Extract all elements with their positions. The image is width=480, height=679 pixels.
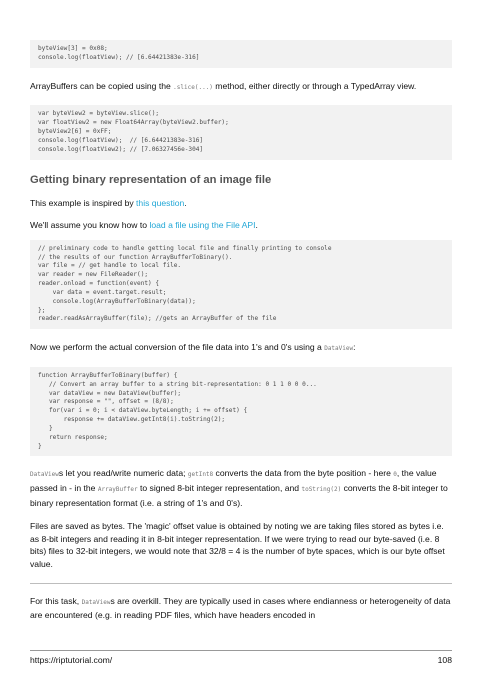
code-line: // the results of our function ArrayBufferToBinary(). xyxy=(38,253,233,261)
page-footer xyxy=(30,655,452,665)
code-line: for(var i = 0; i < dataView.byteLength; i += offset) { xyxy=(38,407,248,415)
paragraph-copy: ArrayBuffers can be copied using the .slice(...) method, either directly or through a TypedArray view. xyxy=(30,80,417,91)
code-line: byteView2[6] = 0xFF; xyxy=(38,127,112,135)
code-line: var file = // get handle to local file. xyxy=(38,262,182,270)
code-line: } xyxy=(38,424,53,432)
code-line: }; xyxy=(38,306,46,314)
code-line: var floatView2 = new Float64Array(byteView2.buffer); xyxy=(38,119,229,127)
link-this-question[interactable]: this question xyxy=(136,197,185,208)
code-line: return response; xyxy=(38,433,108,441)
page-content xyxy=(30,32,452,622)
page-number: 108 xyxy=(437,655,452,665)
divider xyxy=(30,583,452,584)
inline-code: DataView xyxy=(81,598,111,606)
link-file-api[interactable]: load a file using the File API xyxy=(149,220,256,231)
code-block-2 xyxy=(30,105,452,159)
inline-code: ArrayBuffer xyxy=(97,486,138,494)
inline-code: .slice(...) xyxy=(173,83,213,91)
code-line: var byteView2 = byteView.slice(); xyxy=(38,110,160,118)
paragraph-assume: We'll assume you know how to load a file using the File API. xyxy=(30,220,258,231)
inline-code: toString(2) xyxy=(301,486,342,494)
code-line: // preliminary code to handle getting local file and finally printing to console xyxy=(38,244,332,252)
code-block-1 xyxy=(30,40,452,68)
code-line: var dataView = new DataView(buffer); xyxy=(38,389,182,397)
section-heading: Getting binary representation of an image file xyxy=(30,173,272,186)
code-line: byteView[3] = 0x08; xyxy=(38,45,108,52)
code-line: console.log(floatView2); // [7.06327456e-304] xyxy=(38,145,204,153)
inline-code: 0 xyxy=(393,471,397,479)
paragraph-conversion: Now we perform the actual conversion of the file data into 1's and 0's using a DataView: xyxy=(30,342,356,353)
code-line: console.log(floatView); // [6.64421383e-316] xyxy=(38,53,200,61)
code-block-4 xyxy=(30,367,452,457)
inline-code: getInt8 xyxy=(187,471,214,479)
footer-url: https://riptutorial.com/ xyxy=(30,655,113,665)
footer-rule xyxy=(30,650,452,651)
paragraph-files-bytes: Files are saved as bytes. The 'magic' offset value is obtained by noting we are taking files stored as bytes i.e. as 8-bit integers and reading it in 8-bit integer representation. If we were trying to read our byte-saved (i.e. 8 bits) files to 32-bit integers, we would note that 32/8 = 4 is the number of byte spaces, which is our byte offset value. xyxy=(30,521,445,570)
code-line: console.log(floatView); // [6.64421383e-316] xyxy=(38,136,204,144)
paragraph-inspired: This example is inspired by this question. xyxy=(30,197,187,208)
code-line: console.log(ArrayBufferToBinary(data)); xyxy=(38,297,196,305)
code-line: // Convert an array buffer to a string bit-representation: 0 1 1 0 0 0... xyxy=(38,380,317,388)
code-line: reader.onload = function(event) { xyxy=(38,280,160,288)
paragraph-overkill: For this task, DataViews are overkill. They are typically used in cases where endianness or heterogeneity of data are encountered (e.g. in reading PDF files, which have headers encoded in xyxy=(30,595,451,621)
code-line: } xyxy=(38,442,42,450)
code-block-3 xyxy=(30,240,452,330)
code-line: var reader = new FileReader(); xyxy=(38,271,149,279)
inline-code: DataView xyxy=(324,345,354,353)
code-line: function ArrayBufferToBinary(buffer) { xyxy=(38,371,178,379)
paragraph-dataview: DataViews let you read/write numeric data; getInt8 converts the data from the byte position - here 0, the value passed in - in the ArrayBuffer to signed 8-bit integer representation, and toString(2) converts the 8-bit integer to binary representation format (i.e. a string of 1's and 0's). xyxy=(30,468,448,508)
code-line: reader.readAsArrayBuffer(file); //gets an ArrayBuffer of the file xyxy=(38,315,277,323)
code-line: var data = event.target.result; xyxy=(38,288,167,296)
code-line: response += dataView.getInt8(i).toString(2); xyxy=(38,416,226,424)
inline-code: DataView xyxy=(30,471,59,479)
code-line: var response = "", offset = (8/8); xyxy=(38,398,174,406)
